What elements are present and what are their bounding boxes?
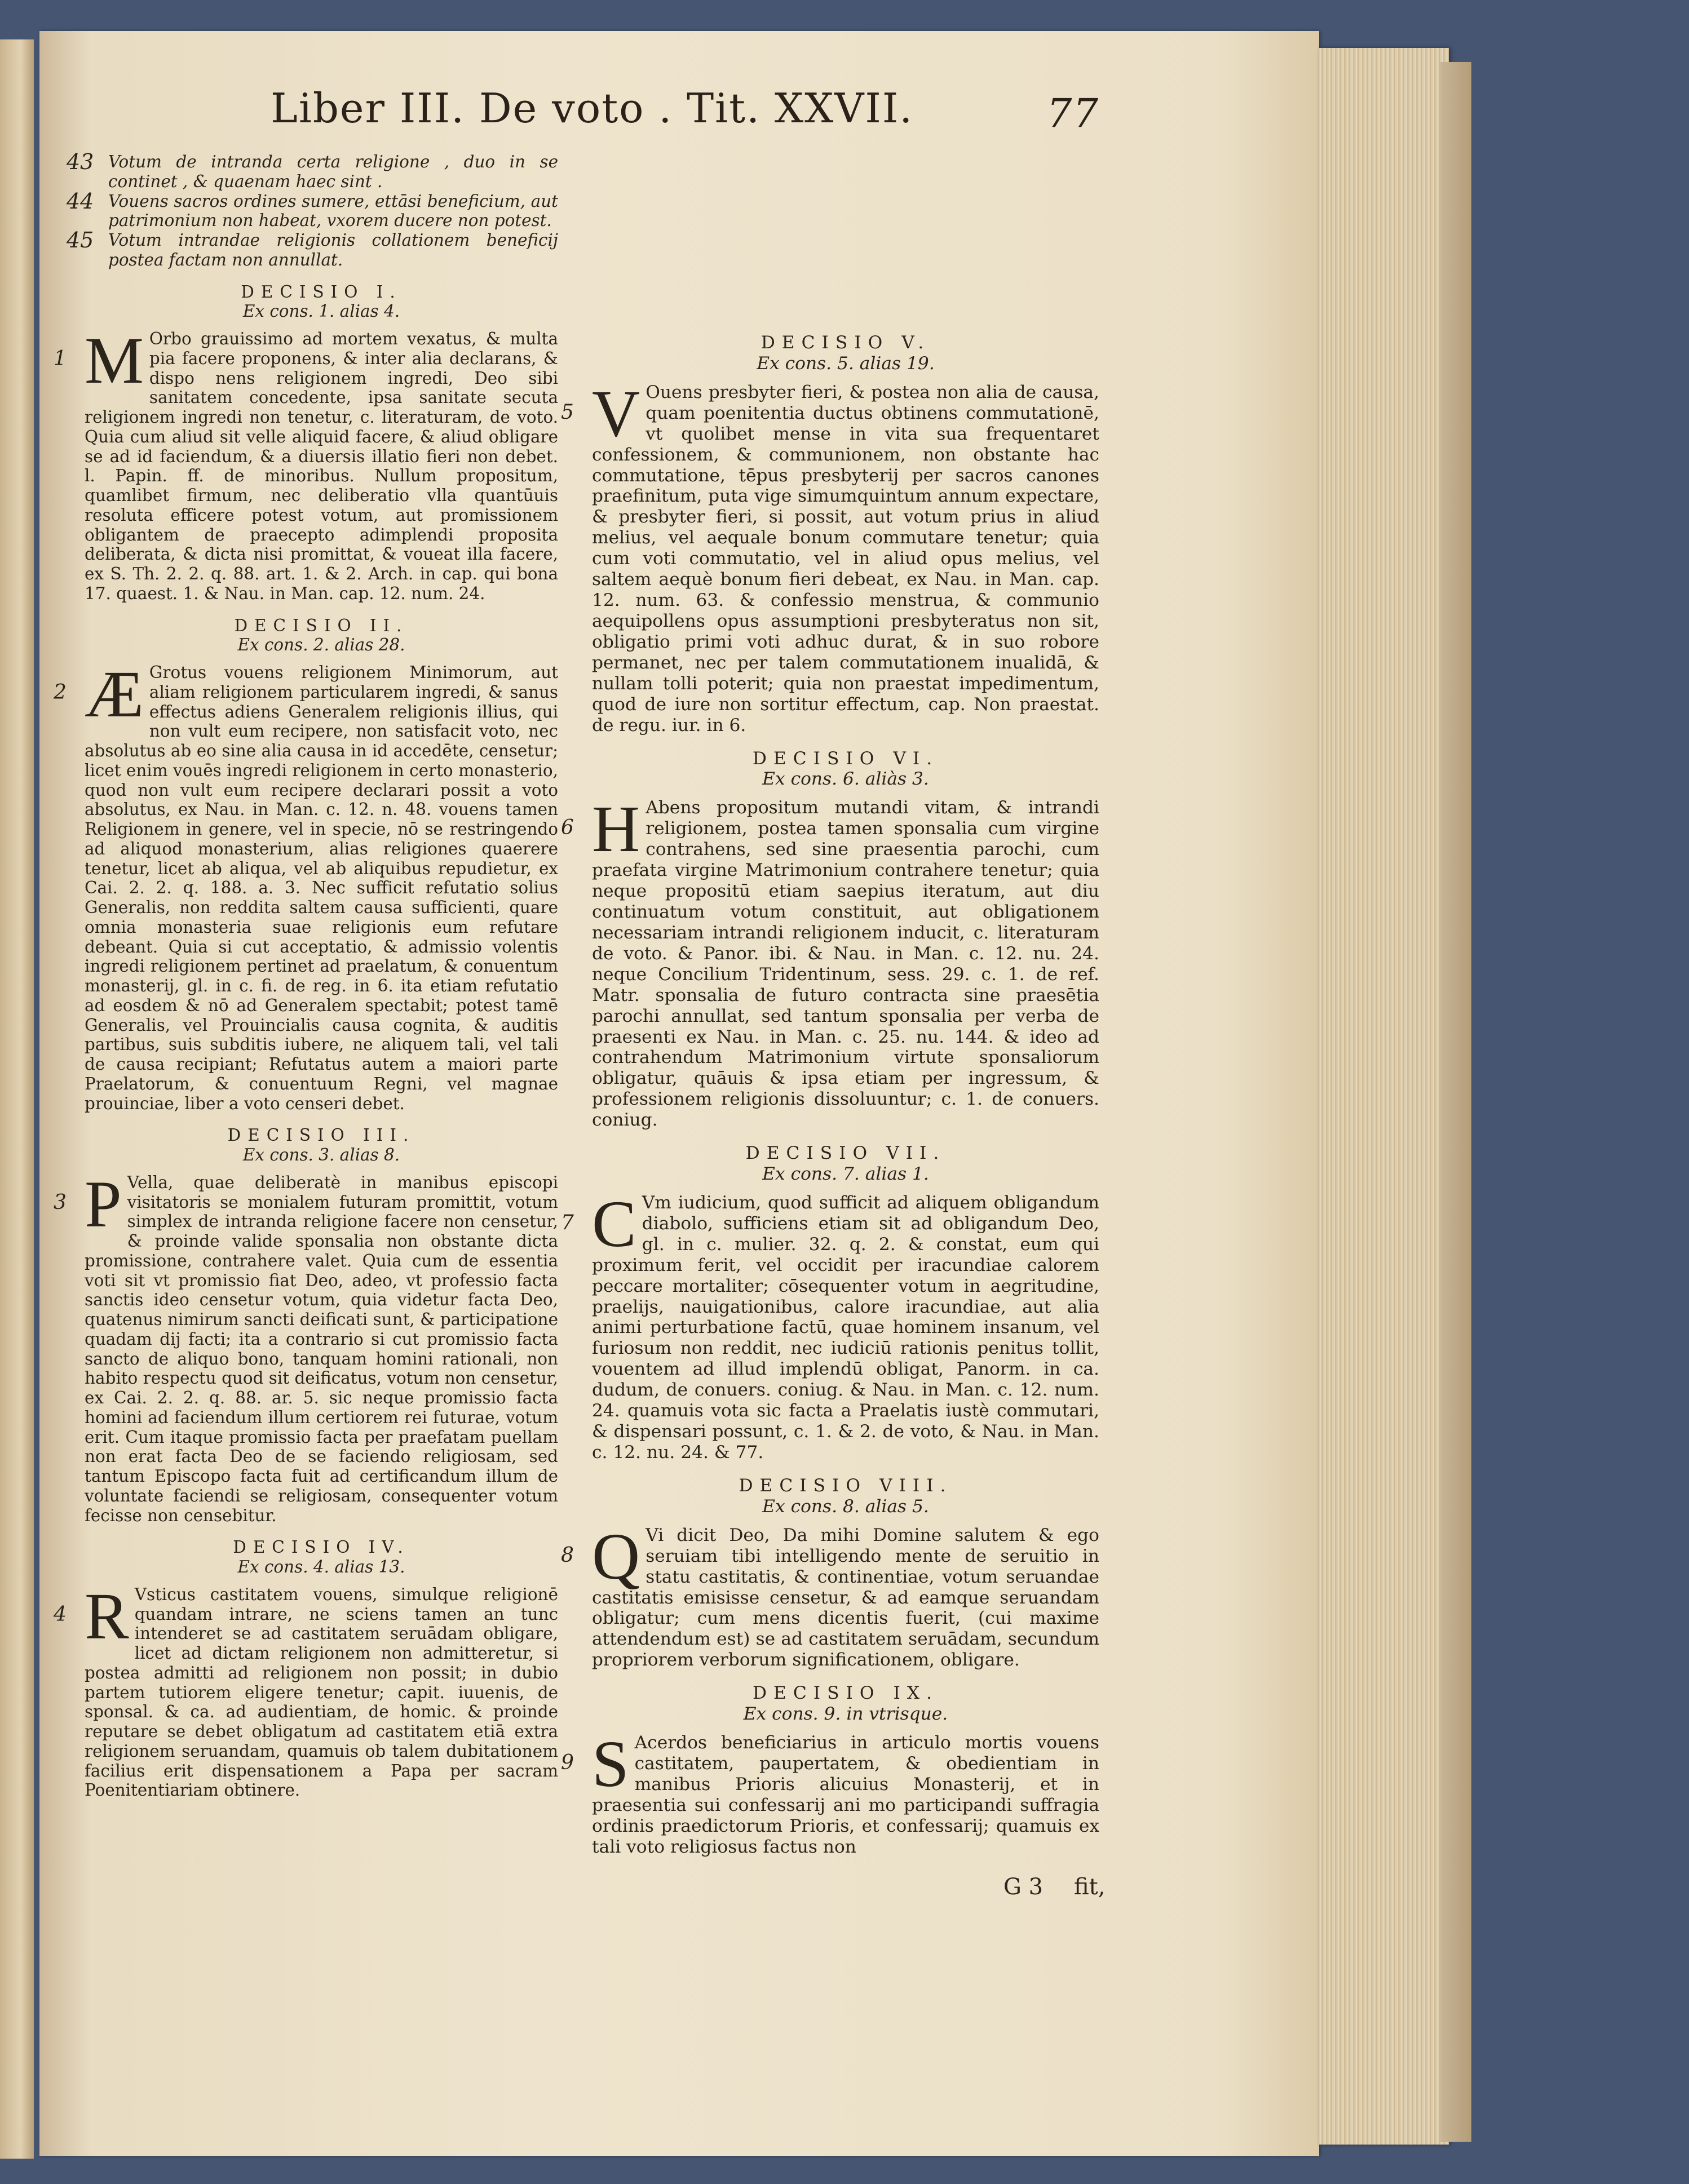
marginal-number: 6: [561, 816, 574, 840]
drop-cap: P: [85, 1167, 122, 1241]
decisio-source: Ex cons. 7. alias 1.: [762, 1164, 929, 1185]
decisio-text: 2 Æ Grotus vouens religionem Minimorum, aut aliam religionem particularem ingredi, & sanus effectus adiens Generalem religionis illius, qui non vult eum recipere, non satisfacit voto, nec absolutus ab eo sine alia causa in id accedēte, censetur; licet enim vouēs ingredi religionem in certo monasterio, quod non vult eum recipere declarari possit a voto absolutus, ex Nau. in Man. c. 12. n. 48. vouens tamen Religionem in genere, vel in specie, nō se restringendo ad aliquod monasterium, alias religiones quaerere tenetur, licet ab aliqua, vel ab aliquibus repudietur, ex Cai. 2. 2. q. 188. a. 3. Nec sufficit refutatio solius Generalis, non reddita saltem causa sufficienti, quare omnia monasteria suae religionis eum refutare debeant. Quia si cut acceptatio, & admissio volentis ingredi religionem pertinet ad praelatum, & conuentum monasterij, gl. in c. fi. de reg. in 6. ita etiam refutatio ad eosdem & nō ad Generalem spectabit; potest tamē Generalis, vel Prouincialis causa cognita, & auditis partibus, suis subditis iubere, ne aliquem tali, vel tali de causa recipiant; Refutatus autem a maiori parte Praelatorum, & conuentuum Regni, vel magnae prouinciae, liber a voto censeri debet.: [54, 657, 558, 1113]
marginal-number: 9: [561, 1751, 574, 1775]
drop-cap: C: [592, 1186, 636, 1261]
decisio-heading: DECISIO VII.: [745, 1143, 946, 1164]
summary-item: 44 Vouens sacros ordines sumere, ettāsi beneficium, aut patrimonium non habeat, vxorem ducere non potest.: [67, 188, 558, 231]
left-column: [54, 149, 558, 1800]
marginal-number: 3: [54, 1190, 67, 1214]
drop-cap: M: [85, 324, 144, 397]
left-page-edge: [0, 39, 34, 2159]
decisio-9: [561, 1683, 1099, 1857]
drop-cap: Q: [592, 1519, 640, 1593]
drop-cap: Æ: [85, 657, 144, 731]
marginal-number: 7: [561, 1211, 574, 1234]
decisio-source: Ex cons. 3. alias 8.: [242, 1145, 400, 1164]
decisio-text: 7 C Vm iudicium, quod sufficit ad aliquem obligandum diabolo, sufficiens etiam sit ad obligandum Deo, gl. in c. mulier. 32. q. 2. & constat, eum qui proximum ferit, vel occidit per iracundiae calorem peccare mortaliter; cōsequenter votum in aegritudine, praelijs, nauigationibus, calore iracundiae, aut alia animi perturbatione factū, quae hominem insanum, vel furiosum non reddit, nec iudiciū rationis penitus tollit, vouentem ad illud implendū obligat, Panorm. in ca. dudum, de conuers. coniug. & Nau. in Man. c. 12. num. 24. quamuis vota sic facta a Praelatis iustè commutari, & dispensari possunt, c. 1. & 2. de voto, & Nau. in Man. c. 12. nu. 24. & 77.: [561, 1186, 1099, 1463]
catchword: fit,: [1074, 1874, 1106, 1900]
decisio-source: Ex cons. 1. alias 4.: [242, 302, 400, 321]
decisio-5: [561, 333, 1099, 736]
decisio-heading: DECISIO VI.: [752, 748, 939, 769]
decisio-source: Ex cons. 6. aliàs 3.: [762, 769, 929, 790]
decisio-heading: DECISIO V.: [761, 333, 931, 353]
decisio-source: Ex cons. 4. alias 13.: [237, 1557, 405, 1576]
book-cover-edge: [1440, 62, 1471, 2142]
decisio-heading: DECISIO II.: [234, 615, 409, 635]
decisio-8: [561, 1475, 1099, 1671]
decisio-7: [561, 1143, 1099, 1463]
decisio-heading: DECISIO I.: [241, 282, 402, 302]
summary-item: 45 Votum intrandae religionis collationem beneficij postea factam non annullat.: [67, 228, 558, 269]
decisio-heading: DECISIO IV.: [233, 1538, 410, 1557]
decisio-3: [54, 1126, 558, 1525]
decisio-source: Ex cons. 2. alias 28.: [237, 635, 405, 655]
drop-cap: V: [592, 376, 640, 450]
running-head: [271, 85, 1099, 147]
decisio-text: 5 V Ouens presbyter fieri, & postea non alia de causa, quam poenitentia ductus obtinens commutationē, vt quolibet mense in vita sua frequentaret confessionem, & communionem, non obstante hac commutatione, tēpus presbyterij per sacros canones praefinitum, puta vige simumquintum annum expectare, & presbyter fieri, si possit, aut votum prius in aliud melius, vel aequale bonum commutare tenetur; quia cum voti commutatio, vel in aliud opus melius, vel saltem aequè bonum fieri debeat, ex Nau. in Man. cap. 12. num. 63. & confessio menstrua, & communio aequipollens opus assumptioni presbyteratus non sit, obligatio primi voti adhuc durat, & in suo robore permanet, nec per talem commutationem inualidā, & nullam tolli poterit; quia non praestat impedimentum, quod de iure non sortitur effectum, cap. Non praestat. de regu. iur. in 6.: [561, 376, 1099, 736]
decisio-source: Ex cons. 5. alias 19.: [757, 353, 935, 374]
decisio-1: [54, 282, 558, 604]
decisio-source: Ex cons. 9. in vtrisque.: [743, 1704, 948, 1725]
drop-cap: H: [592, 792, 640, 866]
summary-item: 43 Votum de intranda certa religione , duo in se continet , & quaenam haec sint .: [67, 149, 558, 191]
decisio-text: 8 Q Vi dicit Deo, Da mihi Domine salutem & ego seruiam tibi intelligendo mente de seruitio in statu castitatis, & continentiae, votum seruandae castitatis emisisse censetur, & ad eamque seruandam obligatur; cum mens dicentis fuerit, (cui maxime attendendum est) se ad castitatem seruādam, secundum propriorem verborum significationem, obligare.: [561, 1519, 1099, 1671]
decisio-source: Ex cons. 8. alias 5.: [762, 1496, 929, 1517]
decisio-text: 3 P Vella, quae deliberatè in manibus episcopi visitatoris se monialem futuram promittit, votum simplex de intranda religione facere non censetur, & proinde valide sponsalia non obstante dicta promissione, contrahere valet. Quia cum de essentia voti sit vt promissio fiat Deo, adeo, vt professio facta sanctis ideo censetur votum, quia videtur facta Deo, quatenus nimirum sancti deificati sunt, & participatione quadam dij facti; ita a contrario si cut promissio facta sancto de aliquo bono, tanquam homini rationali, non habito respectu quod sit deificatus, votum non censetur, ex Cai. 2. 2. q. 88. ar. 5. sic neque promissio facta homini ad faciendum illum certiorem rei futurae, votum erit. Cum itaque promissio facta per praefatam puellam non erat facta Deo de se faciendo religiosam, sed tantum Episcopo facta fuit ad certificandum illum de voluntate faciendi se religiosam, consequenter votum fecisse non censebitur.: [54, 1167, 558, 1525]
signature-mark: G 3: [1003, 1874, 1044, 1900]
summary-list: [67, 149, 558, 270]
decisio-text: 1 M Orbo grauissimo ad mortem vexatus, & multa pia facere proponens, & inter alia declarans, & dispo nens religionem ingredi, Deo sibi sanitatem concedente, ipsa sanitate secuta religionem ingredi non tenetur, c. literaturam, de voto. Quia cum aliud sit velle aliquid facere, & aliud obligare se ad id faciendum, & a diuersis illatio fieri non debet. l. Papin. ff. de minoribus. Nullum propositum, quamlibet firmum, nec deliberatio vlla quantūuis resoluta efficere potest votum, aut promissionem obligantem de praecepto adimplendi proposita deliberata, & dicta nisi promittat, & voueat illa facere, ex S. Th. 2. 2. q. 88. art. 1. & 2. Arch. in cap. qui bona 17. quaest. 1. & Nau. in Man. cap. 12. num. 24.: [54, 324, 558, 603]
drop-cap: R: [85, 1579, 129, 1653]
page-number: 77: [1046, 90, 1099, 136]
decisio-4: [54, 1538, 558, 1800]
decisio-text: 6 H Abens propositum mutandi vitam, & intrandi religionem, postea tamen sponsalia cum virgine contrahens, sed sine praesentia parochi, cum praefata virgine Matrimonium contrahere tenetur; quia neque propositū etiam saepius iteratum, aut diu continuatum votum constituit, aut obligationem necessariam intrandi religionem inducit, c. literaturam de voto. & Panor. ibi. & Nau. in Man. c. 12. nu. 24. neque Concilium Tridentinum, sess. 29. c. 1. de ref. Matr. sponsalia de futuro contracta sine praesētia parochi annullat, sed tantum sponsalia per verba de praesenti ex Nau. in Man. c. 25. nu. 144. & ideo ad contrahendum Matrimonium virtute sponsaliorum obligatur, quāuis & ipsa etiam per ingressum, & professionem religionis dissoluuntur; c. 1. de conuers. coniug.: [561, 792, 1099, 1131]
decisio-heading: DECISIO III.: [227, 1126, 415, 1145]
decisio-text: 9 S Acerdos beneficiarius in articulo mortis vouens castitatem, paupertatem, & obedientiam in manibus Prioris alicuius Monasterij, et in praesentia sui confessarij ani mo participandi suffragia ordinis praedictorum Prioris, et confessarij; quamuis ex tali voto religiosus factus non: [561, 1727, 1099, 1857]
drop-cap: S: [592, 1727, 629, 1801]
decisio-6: [561, 748, 1099, 1131]
marginal-number: 2: [54, 681, 67, 704]
decisio-heading: DECISIO VIII.: [739, 1475, 953, 1496]
marginal-number: 8: [561, 1543, 574, 1567]
decisio-text: 4 R Vsticus castitatem vouens, simulque religionē quandam intrare, ne sciens tamen an tunc intenderet se ad castitatem seruādam obligare, licet ad dictam religionem non admitteretur, si postea admitti ad religionem non possit; in dubio partem tutiorem eligere tenetur; capit. iuuenis, de sponsal. & ca. ad audientiam, de homic. & proinde reputare se debet obligatum ad castitatem etiā extra religionem seruandam, quamuis ob talem dubitationem facilius erit dispensationem a Papa per sacram Poenitentiariam obtinere.: [54, 1579, 558, 1800]
decisio-2: [54, 615, 558, 1114]
decisio-heading: DECISIO IX.: [752, 1683, 939, 1704]
running-head-title: Liber III. De voto . Tit. XXVII.: [271, 85, 914, 132]
page-stack-edge: [1319, 48, 1449, 2145]
marginal-number: 5: [561, 400, 574, 424]
right-column: [561, 152, 1099, 1858]
marginal-number: 4: [54, 1602, 67, 1626]
marginal-number: 1: [54, 347, 67, 370]
